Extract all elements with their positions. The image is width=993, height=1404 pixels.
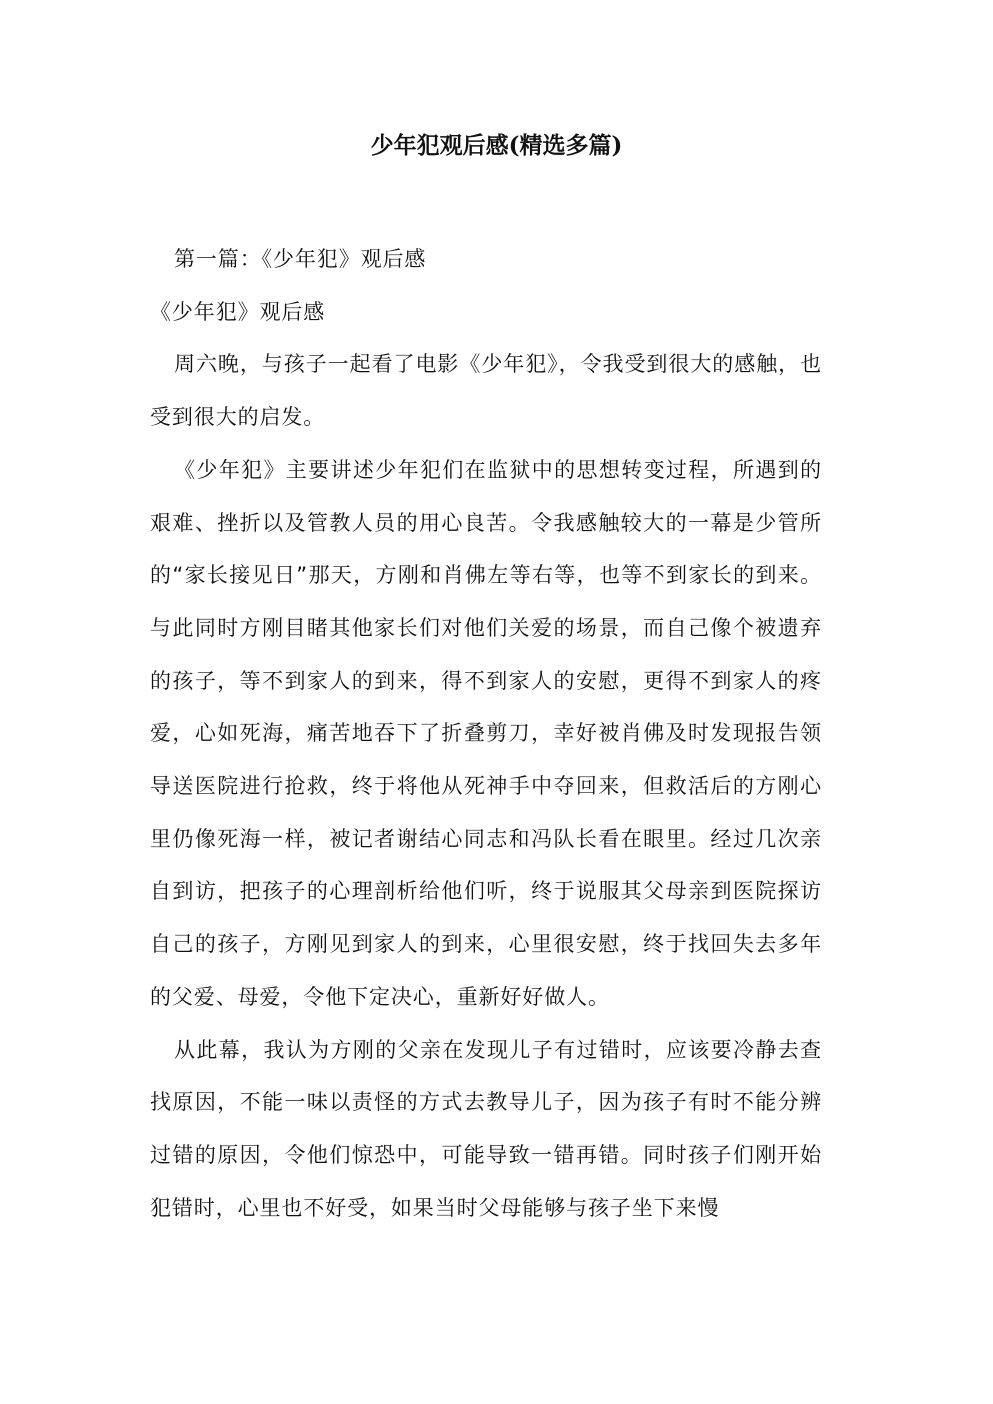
section-heading: 第一篇：《少年犯》观后感 — [174, 247, 427, 271]
paragraph: 周六晚，与孩子一起看了电影《少年犯》，令我受到很大的感触，也受到很大的启发。 — [150, 352, 822, 430]
subtitle: 《少年犯》观后感 — [150, 299, 326, 324]
paragraph: 从此幕，我认为方刚的父亲在发现儿子有过错时，应该要冷静去查找原因，不能一味以责怪的方式去教导儿子，因为孩子有时不能分辨过错的原因，令他们惊恐中，可能导致一错再错。同时孩子们刚开始犯错时，心里也不好受，如果当时父母能够与孩子坐下来慢 — [150, 1037, 822, 1220]
document-title: 少年犯观后感(精选多篇) — [370, 132, 623, 159]
document-body — [150, 233, 822, 1234]
paragraph: 《少年犯》主要讲述少年犯们在监狱中的思想转变过程，所遇到的艰难、挫折以及管教人员的用心良苦。令我感触较大的一幕是少管所的“家长接见日”那天，方刚和肖佛左等右等，也等不到家长的到来。与此同时方刚目睹其他家长们对他们关爱的场景，而自己像个被遗弃的孩子，等不到家人的到来，得不到家人的安慰，更得不到家人的疼爱，心如死海，痛苦地吞下了折叠剪刀，幸好被肖佛及时发现报告领导送医院进行抢救，终于将他从死神手中夺回来，但救活后的方刚心里仍像死海一样，被记者谢结心同志和冯队长看在眼里。经过几次亲自到访，把孩子的心理剖析给他们听，终于说服其父母亲到医院探访自己的孩子，方刚见到家人的到来，心里很安慰，终于找回失去多年的父爱、母爱，令他下定决心，重新好好做人。 — [150, 457, 822, 1009]
